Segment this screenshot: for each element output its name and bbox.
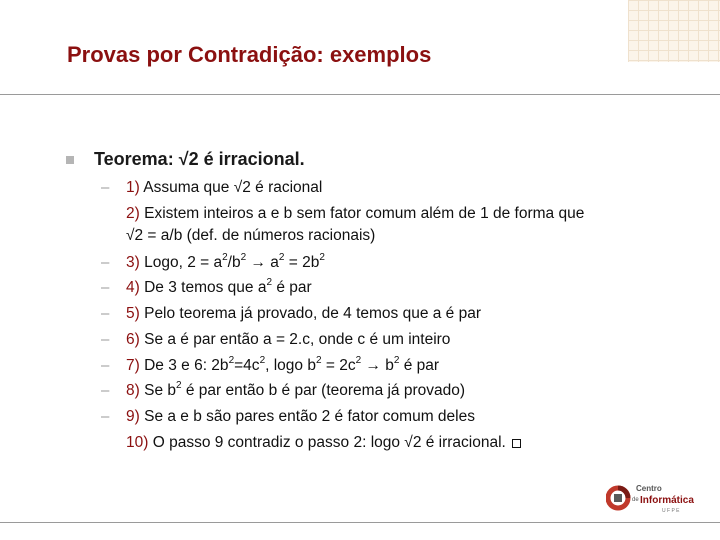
qed-square-icon [512, 439, 521, 448]
proof-step-8: 8) Se $b^2$ é par então b é par (teorema já provado) [126, 379, 466, 399]
proof-step-7: 7) De 3 e 6: $2b^2=4c^2$, logo $b^2 = 2c^2 \to b^2$ é par [126, 354, 440, 374]
proof-step-10: 10) O passo 9 contradiz o passo 2: logo √2 é irracional. [126, 433, 521, 453]
proof-step-6: 6) Se a é par então a = 2.c, onde c é um inteiro [126, 331, 451, 348]
svg-text:de: de [632, 497, 639, 503]
theorem-statement: Teorema: √2 é irracional. [94, 149, 305, 169]
centro-de-informatica-logo [606, 478, 706, 518]
dash-bullet-icon: – [101, 305, 110, 322]
dash-bullet-icon: – [101, 408, 110, 425]
svg-text:U F P E: U F P E [662, 508, 680, 514]
proof-step-9: 9) Se a e b são pares então 2 é fator comum deles [126, 408, 475, 425]
proof-step-4: 4) De 3 temos que $a^2$ é par [126, 276, 312, 296]
dash-bullet-icon: – [101, 179, 110, 196]
square-bullet-icon [66, 156, 74, 164]
dash-bullet-icon: – [101, 382, 110, 399]
corner-grid-decoration [628, 0, 720, 62]
dash-bullet-icon: – [101, 331, 110, 348]
proof-step-1: 1) Assuma que √2 é racional [126, 179, 323, 196]
title-divider [0, 94, 720, 95]
svg-text:Centro: Centro [636, 484, 662, 493]
dash-bullet-icon: – [101, 254, 110, 271]
dash-bullet-icon: – [101, 357, 110, 374]
proof-step-5: 5) Pelo teorema já provado, de 4 temos que a é par [126, 305, 482, 322]
svg-text:Informática: Informática [640, 495, 694, 506]
slide-title: Provas por Contradição: exemplos [67, 42, 432, 67]
footer-divider [0, 522, 720, 523]
proof-step-3: 3) Logo, $2 = a^2/b^2 \to a^2 = 2b^2$ [126, 251, 325, 271]
proof-step-2: 2) Existem inteiros a e b sem fator comum além de 1 de forma que [126, 205, 585, 222]
logo-icon [608, 488, 628, 508]
dash-bullet-icon: – [101, 279, 110, 296]
proof-step-2-continued: √2 = a/b (def. de números racionais) [126, 227, 376, 244]
